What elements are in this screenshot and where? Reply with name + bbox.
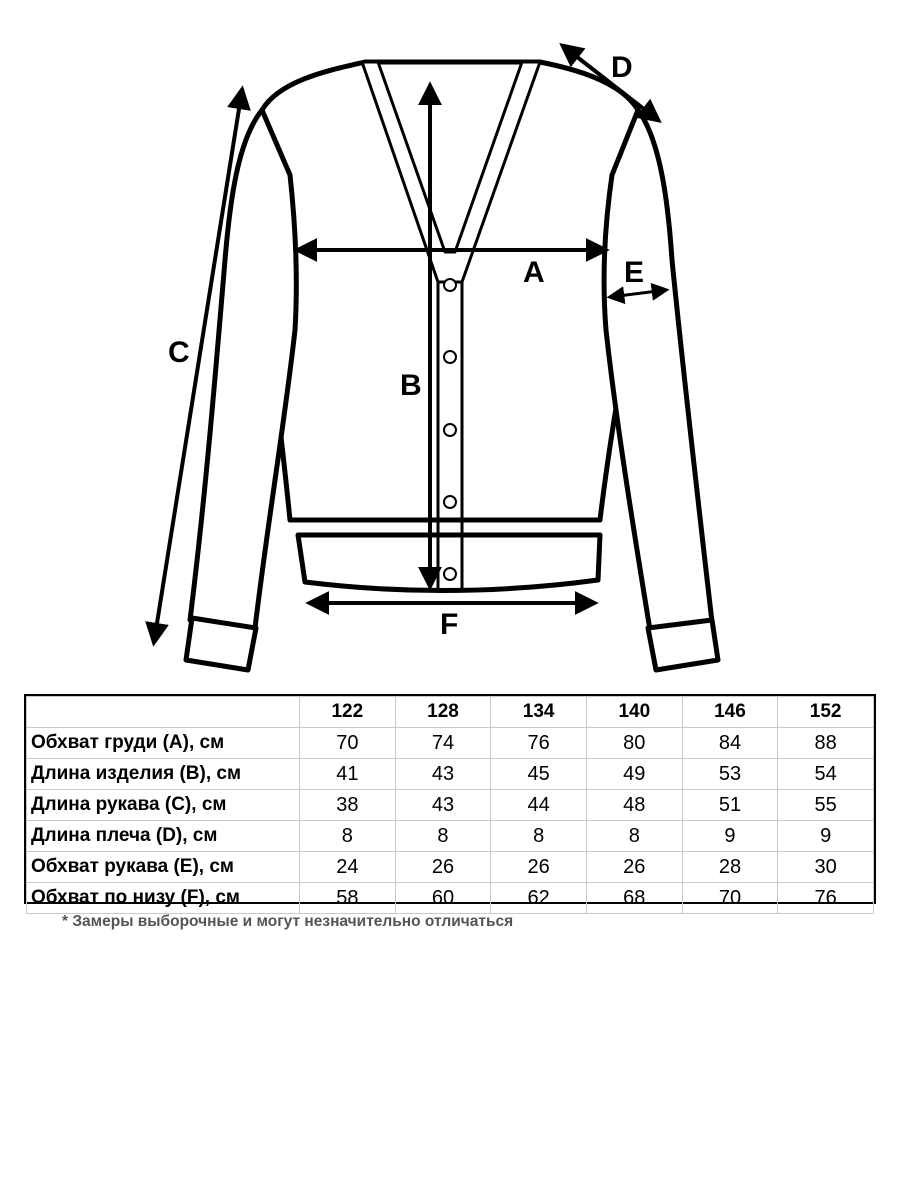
- table-cell: 9: [778, 821, 874, 852]
- size-header: 134: [491, 697, 587, 728]
- table-row: [27, 759, 874, 790]
- right-cuff: [648, 620, 718, 670]
- table-cell: 8: [395, 821, 491, 852]
- table-cell: 55: [778, 790, 874, 821]
- table-cell: 8: [586, 821, 682, 852]
- table-cell: 8: [300, 821, 396, 852]
- label-c: C: [168, 336, 190, 369]
- table-row: [27, 790, 874, 821]
- table-cell: 8: [491, 821, 587, 852]
- table-cell: 41: [300, 759, 396, 790]
- table-cell: 9: [682, 821, 778, 852]
- table-cell: 48: [586, 790, 682, 821]
- row-label: Длина рукава (C), см: [27, 790, 300, 821]
- label-f: F: [440, 608, 459, 641]
- table-cell: 60: [395, 883, 491, 914]
- table-cell: 54: [778, 759, 874, 790]
- table-row: [27, 883, 874, 914]
- size-header: 146: [682, 697, 778, 728]
- table-cell: 24: [300, 852, 396, 883]
- row-label: Обхват по низу (F), см: [27, 883, 300, 914]
- table-cell: 30: [778, 852, 874, 883]
- row-label: Обхват груди (A), см: [27, 728, 300, 759]
- size-header: 128: [395, 697, 491, 728]
- table-cell: 45: [491, 759, 587, 790]
- table-row: [27, 821, 874, 852]
- table-cell: 28: [682, 852, 778, 883]
- table-cell: 74: [395, 728, 491, 759]
- row-label: Обхват рукава (E), см: [27, 852, 300, 883]
- table-cell: 76: [778, 883, 874, 914]
- size-header: 152: [778, 697, 874, 728]
- table-cell: 80: [586, 728, 682, 759]
- left-cuff: [186, 618, 256, 670]
- label-e: E: [624, 256, 645, 289]
- size-header: 122: [300, 697, 396, 728]
- table-cell: 88: [778, 728, 874, 759]
- size-header: 140: [586, 697, 682, 728]
- table-cell: 26: [586, 852, 682, 883]
- table-cell: 84: [682, 728, 778, 759]
- table-cell: 44: [491, 790, 587, 821]
- table-cell: 62: [491, 883, 587, 914]
- table-cell: 58: [300, 883, 396, 914]
- label-b: B: [400, 369, 422, 402]
- table-cell: 43: [395, 759, 491, 790]
- table-cell: 76: [491, 728, 587, 759]
- row-label: Длина плеча (D), см: [27, 821, 300, 852]
- left-sleeve: [190, 110, 296, 628]
- footnote: * Замеры выборочные и могут незначительно отличаться: [62, 913, 514, 930]
- table-cell: 70: [682, 883, 778, 914]
- right-sleeve: [604, 110, 712, 630]
- table-row: [27, 852, 874, 883]
- row-label: Длина изделия (B), см: [27, 759, 300, 790]
- table-cell: 43: [395, 790, 491, 821]
- table-cell: 26: [395, 852, 491, 883]
- table-cell: 70: [300, 728, 396, 759]
- table-cell: 38: [300, 790, 396, 821]
- label-d: D: [611, 51, 633, 84]
- table-corner: [27, 697, 300, 728]
- label-a: A: [523, 256, 545, 289]
- hem-band: [298, 535, 600, 591]
- table-cell: 53: [682, 759, 778, 790]
- table-cell: 51: [682, 790, 778, 821]
- table-row: [27, 728, 874, 759]
- table-cell: 68: [586, 883, 682, 914]
- table-header-row: [27, 697, 874, 728]
- size-table: [24, 694, 876, 909]
- table-cell: 49: [586, 759, 682, 790]
- table-cell: 26: [491, 852, 587, 883]
